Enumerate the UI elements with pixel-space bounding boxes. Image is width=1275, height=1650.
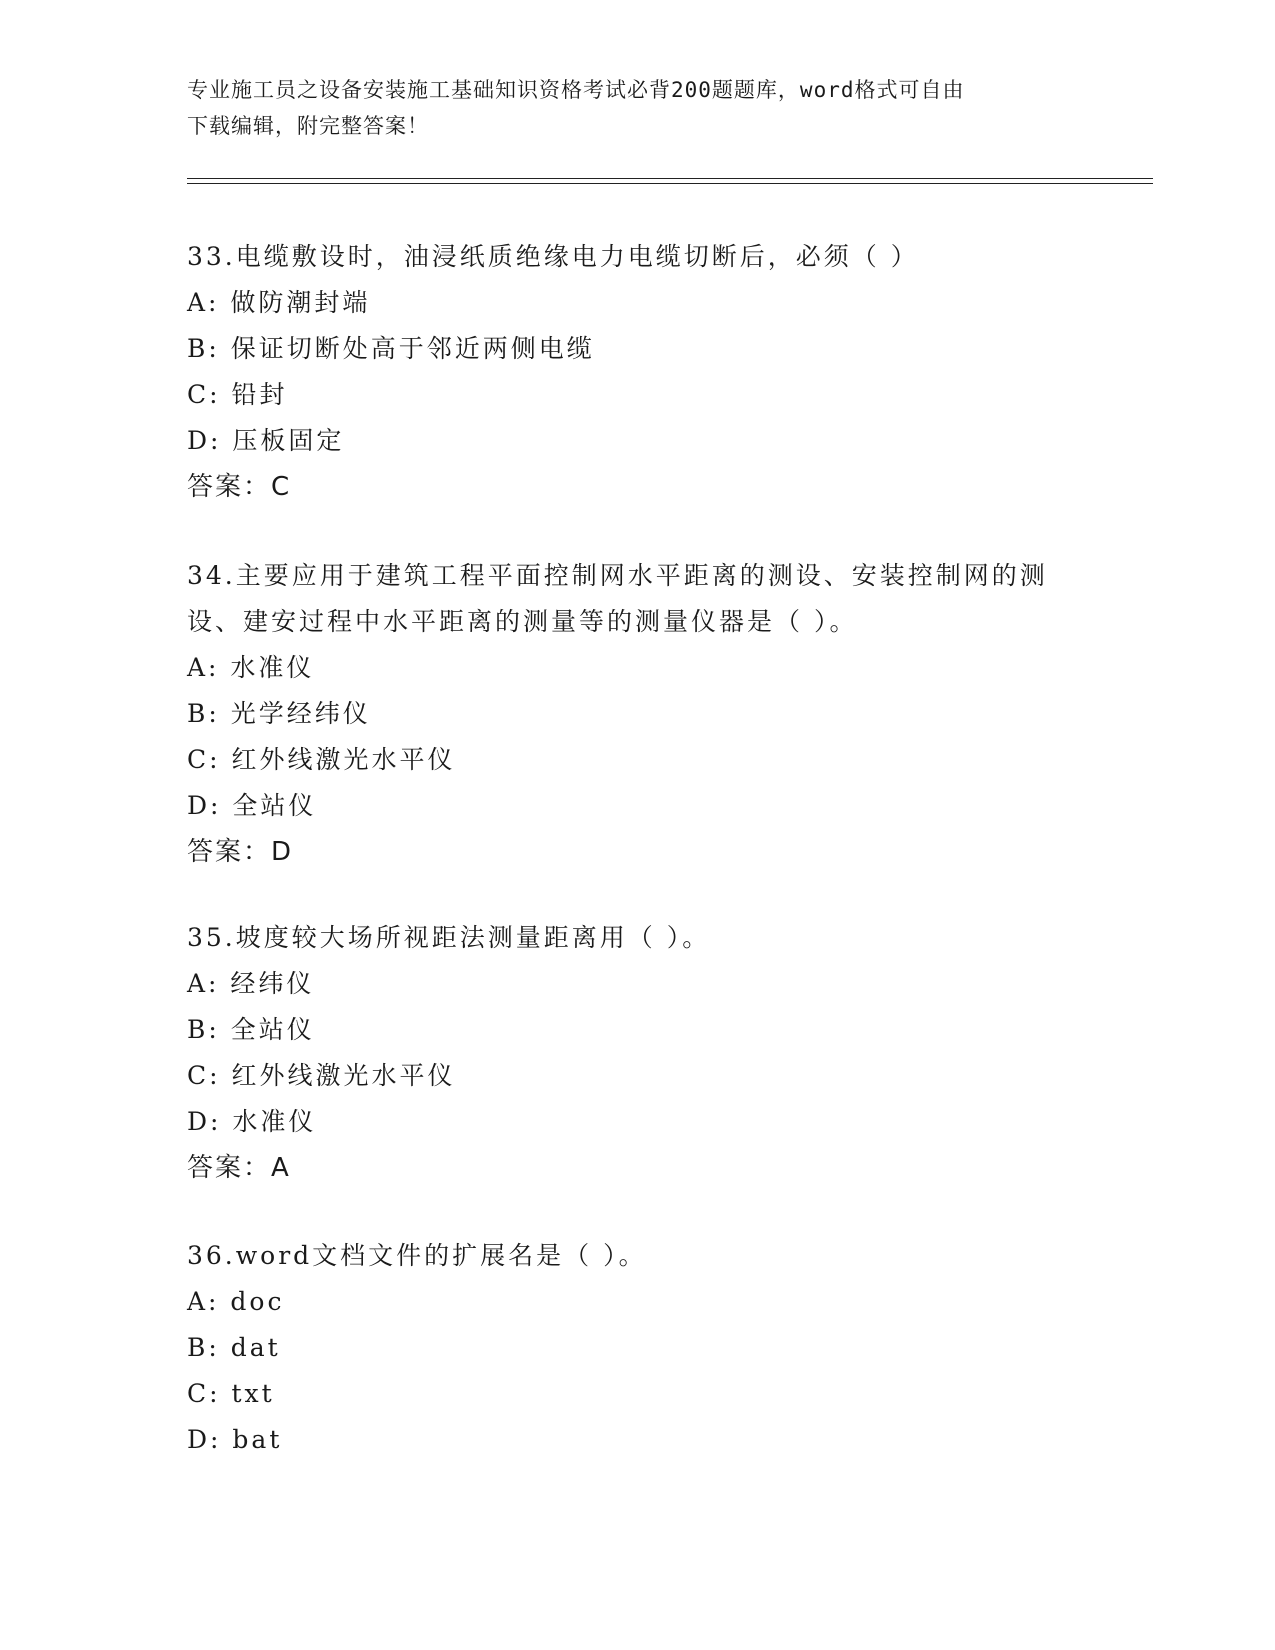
answer: 答案：A [187,1153,291,1183]
question-33 [187,234,1087,510]
question-35 [187,915,1087,1191]
option-a: A: 水准仪 [187,653,315,682]
option-c: C: txt [187,1379,275,1408]
option-a: A: 做防潮封端 [187,288,371,317]
answer: 答案：D [187,837,294,867]
header-divider-bottom [187,183,1153,184]
question-stem: 33.电缆敷设时，油浸纸质绝缘电力电缆切断后，必须（ ） [187,242,919,271]
question-stem-line-1: 34.主要应用于建筑工程平面控制网水平距离的测设、安装控制网的测 [187,561,1048,590]
header-divider-top [187,178,1153,179]
question-34 [187,553,1087,875]
question-36 [187,1233,1087,1463]
option-d: D: 全站仪 [187,791,317,820]
option-c: C: 红外线激光水平仪 [187,745,456,774]
option-a: A: 经纬仪 [187,969,315,998]
question-stem: 36.word文档文件的扩展名是（ ）。 [187,1241,647,1270]
option-a: A: doc [187,1287,285,1316]
header-title-line-1: 专业施工员之设备安装施工基础知识资格考试必背200题题库，word格式可自由 [187,78,965,102]
option-d: D: bat [187,1425,283,1454]
question-stem-line-2: 设、建安过程中水平距离的测量等的测量仪器是（ ）。 [187,607,858,636]
option-b: B: 光学经纬仪 [187,699,371,728]
option-b: B: dat [187,1333,281,1362]
option-d: D: 压板固定 [187,426,345,455]
option-d: D: 水准仪 [187,1107,317,1136]
question-stem: 35.坡度较大场所视距法测量距离用（ ）。 [187,923,711,952]
option-b: B: 全站仪 [187,1015,315,1044]
header-title-line-2: 下载编辑，附完整答案！ [187,114,429,138]
option-b: B: 保证切断处高于邻近两侧电缆 [187,334,595,363]
option-c: C: 红外线激光水平仪 [187,1061,456,1090]
document-header [187,72,1087,144]
answer: 答案：C [187,472,292,502]
option-c: C: 铅封 [187,380,288,409]
